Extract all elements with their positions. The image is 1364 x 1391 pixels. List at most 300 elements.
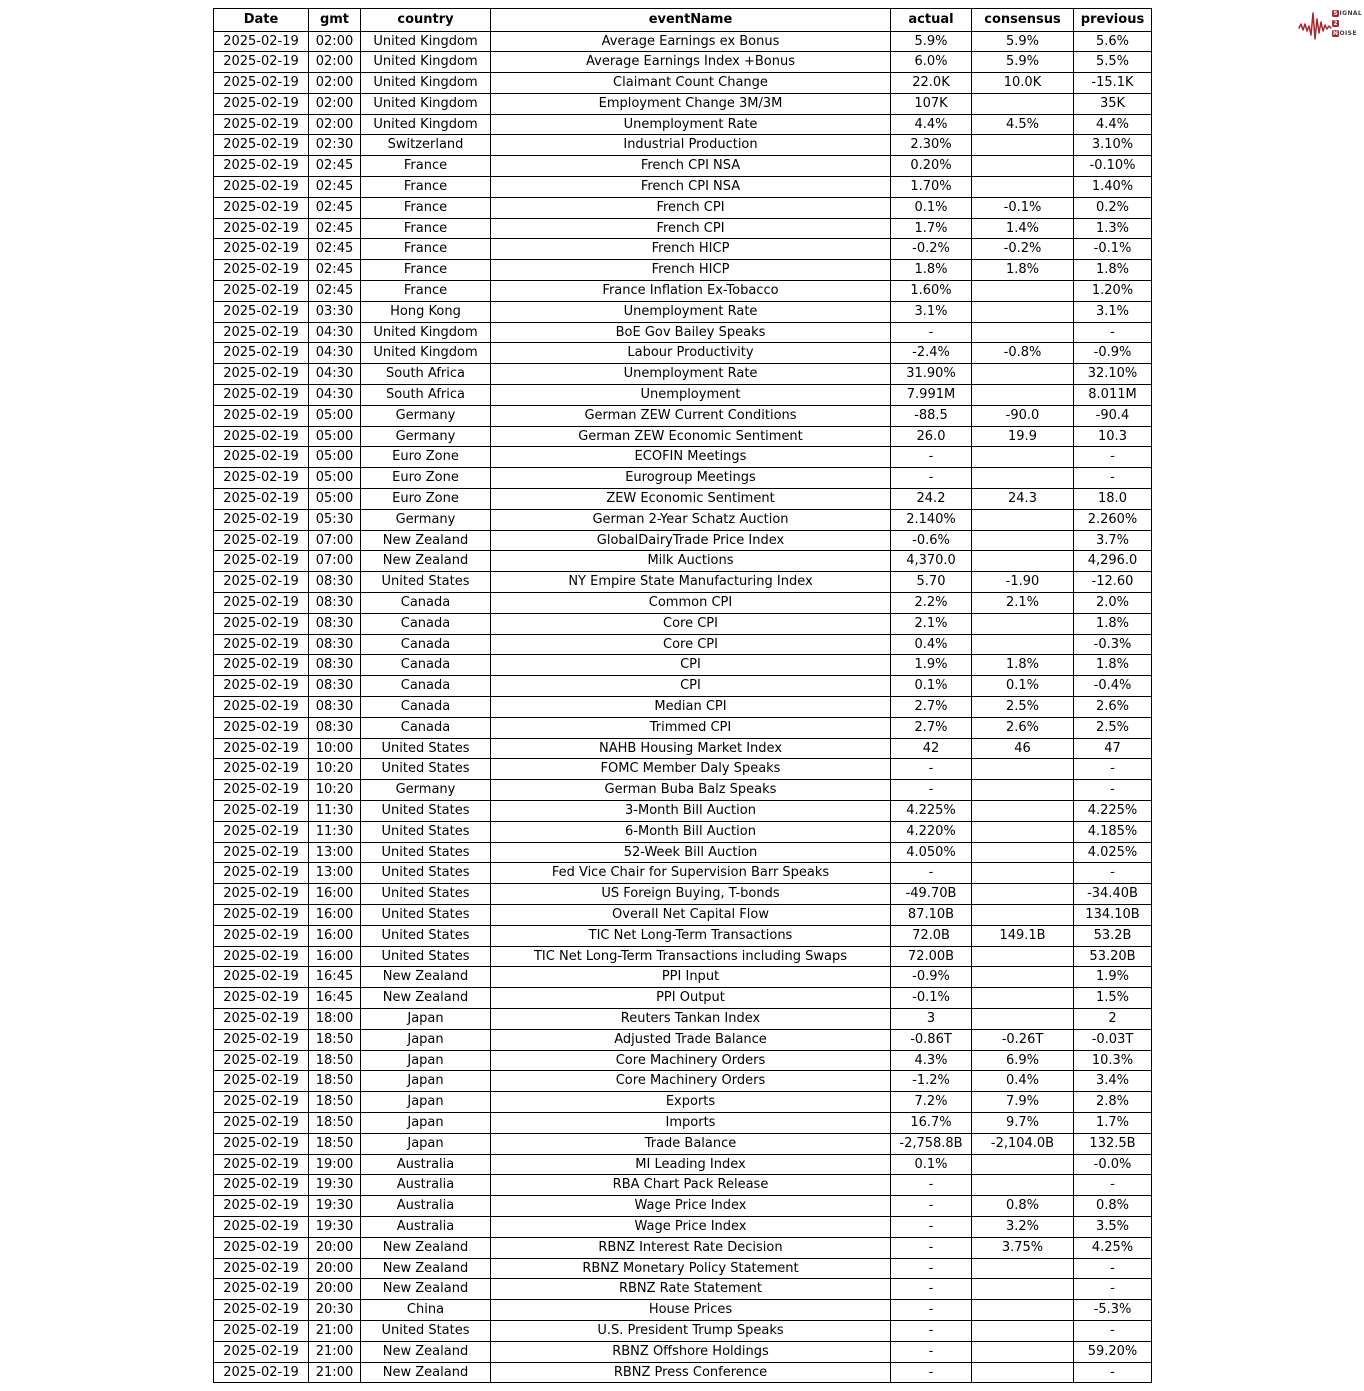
table-row xyxy=(214,260,1152,281)
cell-actual: 2.1% xyxy=(891,613,972,634)
cell-previous: - xyxy=(1074,322,1152,343)
cell-gmt: 02:00 xyxy=(309,93,361,114)
cell-gmt: 07:00 xyxy=(309,551,361,572)
cell-actual: -2.4% xyxy=(891,343,972,364)
cell-previous: -0.03T xyxy=(1074,1029,1152,1050)
cell-gmt: 05:00 xyxy=(309,405,361,426)
cell-gmt: 10:00 xyxy=(309,738,361,759)
cell-previous: - xyxy=(1074,447,1152,468)
cell-country: Canada xyxy=(361,593,491,614)
table-row xyxy=(214,197,1152,218)
cell-previous: - xyxy=(1074,780,1152,801)
cell-date: 2025-02-19 xyxy=(214,405,309,426)
cell-consensus xyxy=(972,156,1074,177)
cell-country: New Zealand xyxy=(361,988,491,1009)
cell-country: Canada xyxy=(361,697,491,718)
cell-actual: -0.6% xyxy=(891,530,972,551)
cell-actual: - xyxy=(891,1362,972,1383)
cell-consensus xyxy=(972,613,1074,634)
cell-gmt: 08:30 xyxy=(309,697,361,718)
cell-gmt: 08:30 xyxy=(309,593,361,614)
cell-consensus xyxy=(972,322,1074,343)
cell-country: Australia xyxy=(361,1216,491,1237)
cell-actual: - xyxy=(891,1237,972,1258)
cell-country: Japan xyxy=(361,1029,491,1050)
cell-actual: 2.140% xyxy=(891,509,972,530)
cell-country: Australia xyxy=(361,1154,491,1175)
cell-actual: 3.1% xyxy=(891,301,972,322)
cell-date: 2025-02-19 xyxy=(214,1320,309,1341)
cell-consensus xyxy=(972,530,1074,551)
cell-gmt: 05:00 xyxy=(309,447,361,468)
cell-actual: - xyxy=(891,1300,972,1321)
cell-previous: 2.5% xyxy=(1074,717,1152,738)
cell-actual: 1.7% xyxy=(891,218,972,239)
cell-event-name: MI Leading Index xyxy=(491,1154,891,1175)
cell-country: United Kingdom xyxy=(361,343,491,364)
cell-previous: 53.20B xyxy=(1074,946,1152,967)
cell-consensus xyxy=(972,1320,1074,1341)
cell-country: Australia xyxy=(361,1175,491,1196)
cell-date: 2025-02-19 xyxy=(214,364,309,385)
cell-event-name: Common CPI xyxy=(491,593,891,614)
cell-gmt: 11:30 xyxy=(309,800,361,821)
cell-date: 2025-02-19 xyxy=(214,322,309,343)
cell-actual: - xyxy=(891,759,972,780)
cell-consensus xyxy=(972,988,1074,1009)
cell-event-name: Trade Balance xyxy=(491,1133,891,1154)
cell-gmt: 08:30 xyxy=(309,634,361,655)
cell-previous: 2.260% xyxy=(1074,509,1152,530)
cell-date: 2025-02-19 xyxy=(214,447,309,468)
cell-event-name: CPI xyxy=(491,676,891,697)
table-row xyxy=(214,593,1152,614)
cell-previous: 1.9% xyxy=(1074,967,1152,988)
cell-actual: 1.9% xyxy=(891,655,972,676)
cell-date: 2025-02-19 xyxy=(214,863,309,884)
cell-actual: 87.10B xyxy=(891,904,972,925)
table-row xyxy=(214,634,1152,655)
cell-event-name: RBNZ Press Conference xyxy=(491,1362,891,1383)
cell-actual: 31.90% xyxy=(891,364,972,385)
cell-country: Japan xyxy=(361,1133,491,1154)
logo-letter-n: N xyxy=(1332,30,1339,37)
cell-gmt: 02:45 xyxy=(309,260,361,281)
cell-event-name: GlobalDairyTrade Price Index xyxy=(491,530,891,551)
cell-event-name: Wage Price Index xyxy=(491,1196,891,1217)
cell-date: 2025-02-19 xyxy=(214,988,309,1009)
cell-gmt: 05:00 xyxy=(309,489,361,510)
cell-event-name: Unemployment xyxy=(491,385,891,406)
table-row xyxy=(214,322,1152,343)
cell-gmt: 02:45 xyxy=(309,197,361,218)
cell-country: Euro Zone xyxy=(361,468,491,489)
table-row xyxy=(214,1112,1152,1133)
column-header-country: country xyxy=(361,9,491,32)
cell-consensus: 5.9% xyxy=(972,52,1074,73)
table-row xyxy=(214,343,1152,364)
column-header-date: Date xyxy=(214,9,309,32)
cell-gmt: 08:30 xyxy=(309,676,361,697)
cell-actual: 4.225% xyxy=(891,800,972,821)
cell-previous: 1.20% xyxy=(1074,281,1152,302)
cell-date: 2025-02-19 xyxy=(214,655,309,676)
cell-country: New Zealand xyxy=(361,1258,491,1279)
cell-previous: 32.10% xyxy=(1074,364,1152,385)
table-row xyxy=(214,281,1152,302)
table-row xyxy=(214,1362,1152,1383)
cell-date: 2025-02-19 xyxy=(214,1216,309,1237)
cell-actual: 6.0% xyxy=(891,52,972,73)
cell-consensus: 149.1B xyxy=(972,925,1074,946)
cell-country: United Kingdom xyxy=(361,114,491,135)
logo-letter-2: 2 xyxy=(1333,20,1338,27)
cell-consensus xyxy=(972,551,1074,572)
cell-country: United States xyxy=(361,946,491,967)
cell-gmt: 16:45 xyxy=(309,988,361,1009)
cell-gmt: 20:00 xyxy=(309,1258,361,1279)
cell-country: New Zealand xyxy=(361,551,491,572)
cell-consensus: 1.4% xyxy=(972,218,1074,239)
cell-actual: - xyxy=(891,1279,972,1300)
cell-previous: 4.25% xyxy=(1074,1237,1152,1258)
cell-country: France xyxy=(361,239,491,260)
cell-consensus xyxy=(972,1341,1074,1362)
economic-calendar-table xyxy=(213,8,1152,1383)
table-row xyxy=(214,385,1152,406)
cell-previous: 2.8% xyxy=(1074,1092,1152,1113)
cell-previous: - xyxy=(1074,1175,1152,1196)
cell-country: Japan xyxy=(361,1050,491,1071)
cell-previous: -0.4% xyxy=(1074,676,1152,697)
cell-previous: -34.40B xyxy=(1074,884,1152,905)
cell-date: 2025-02-19 xyxy=(214,343,309,364)
cell-country: Germany xyxy=(361,780,491,801)
table-row xyxy=(214,572,1152,593)
cell-date: 2025-02-19 xyxy=(214,1196,309,1217)
cell-gmt: 02:45 xyxy=(309,281,361,302)
cell-actual: -0.2% xyxy=(891,239,972,260)
cell-gmt: 18:00 xyxy=(309,1008,361,1029)
cell-date: 2025-02-19 xyxy=(214,1341,309,1362)
cell-actual: 4.4% xyxy=(891,114,972,135)
table-row xyxy=(214,1050,1152,1071)
cell-consensus xyxy=(972,364,1074,385)
cell-event-name: RBA Chart Pack Release xyxy=(491,1175,891,1196)
cell-previous: 53.2B xyxy=(1074,925,1152,946)
table-row xyxy=(214,613,1152,634)
cell-previous: 18.0 xyxy=(1074,489,1152,510)
cell-gmt: 02:45 xyxy=(309,218,361,239)
cell-country: South Africa xyxy=(361,364,491,385)
cell-previous: 132.5B xyxy=(1074,1133,1152,1154)
cell-country: United States xyxy=(361,884,491,905)
cell-date: 2025-02-19 xyxy=(214,1279,309,1300)
cell-gmt: 18:50 xyxy=(309,1029,361,1050)
cell-previous: 0.2% xyxy=(1074,197,1152,218)
cell-gmt: 19:00 xyxy=(309,1154,361,1175)
cell-gmt: 18:50 xyxy=(309,1092,361,1113)
table-row xyxy=(214,988,1152,1009)
cell-actual: 5.70 xyxy=(891,572,972,593)
cell-actual: 42 xyxy=(891,738,972,759)
cell-gmt: 07:00 xyxy=(309,530,361,551)
cell-gmt: 05:30 xyxy=(309,509,361,530)
cell-consensus: -0.1% xyxy=(972,197,1074,218)
table-row xyxy=(214,1279,1152,1300)
cell-country: Germany xyxy=(361,509,491,530)
cell-country: United Kingdom xyxy=(361,31,491,52)
cell-gmt: 10:20 xyxy=(309,759,361,780)
cell-date: 2025-02-19 xyxy=(214,884,309,905)
cell-country: United Kingdom xyxy=(361,73,491,94)
cell-consensus xyxy=(972,1154,1074,1175)
waveform-icon xyxy=(1298,9,1334,43)
cell-date: 2025-02-19 xyxy=(214,697,309,718)
cell-actual: 1.60% xyxy=(891,281,972,302)
cell-consensus xyxy=(972,904,1074,925)
cell-actual: 72.00B xyxy=(891,946,972,967)
cell-date: 2025-02-19 xyxy=(214,1362,309,1383)
cell-previous: -12.60 xyxy=(1074,572,1152,593)
cell-previous: 1.8% xyxy=(1074,655,1152,676)
cell-date: 2025-02-19 xyxy=(214,52,309,73)
cell-date: 2025-02-19 xyxy=(214,197,309,218)
cell-consensus xyxy=(972,1362,1074,1383)
cell-date: 2025-02-19 xyxy=(214,239,309,260)
cell-actual: - xyxy=(891,863,972,884)
cell-previous: 10.3% xyxy=(1074,1050,1152,1071)
cell-date: 2025-02-19 xyxy=(214,842,309,863)
cell-country: Hong Kong xyxy=(361,301,491,322)
cell-previous: 5.5% xyxy=(1074,52,1152,73)
cell-country: Canada xyxy=(361,655,491,676)
cell-previous: 5.6% xyxy=(1074,31,1152,52)
table-row xyxy=(214,1029,1152,1050)
table-row xyxy=(214,551,1152,572)
cell-date: 2025-02-19 xyxy=(214,426,309,447)
table-row xyxy=(214,1237,1152,1258)
cell-previous: 4.025% xyxy=(1074,842,1152,863)
cell-consensus xyxy=(972,1175,1074,1196)
cell-event-name: NY Empire State Manufacturing Index xyxy=(491,572,891,593)
cell-date: 2025-02-19 xyxy=(214,676,309,697)
cell-previous: 1.3% xyxy=(1074,218,1152,239)
cell-gmt: 16:00 xyxy=(309,946,361,967)
cell-country: France xyxy=(361,218,491,239)
cell-date: 2025-02-19 xyxy=(214,260,309,281)
column-header-consensus: consensus xyxy=(972,9,1074,32)
cell-gmt: 02:00 xyxy=(309,52,361,73)
cell-actual: 24.2 xyxy=(891,489,972,510)
cell-date: 2025-02-19 xyxy=(214,301,309,322)
table-row xyxy=(214,52,1152,73)
cell-gmt: 02:00 xyxy=(309,31,361,52)
cell-event-name: German ZEW Economic Sentiment xyxy=(491,426,891,447)
cell-consensus: -1.90 xyxy=(972,572,1074,593)
cell-date: 2025-02-19 xyxy=(214,177,309,198)
cell-previous: 2 xyxy=(1074,1008,1152,1029)
cell-event-name: Unemployment Rate xyxy=(491,114,891,135)
cell-actual: - xyxy=(891,1196,972,1217)
table-row xyxy=(214,364,1152,385)
cell-date: 2025-02-19 xyxy=(214,1092,309,1113)
cell-gmt: 21:00 xyxy=(309,1341,361,1362)
table-row xyxy=(214,156,1152,177)
cell-country: Japan xyxy=(361,1112,491,1133)
cell-country: France xyxy=(361,197,491,218)
table-row xyxy=(214,655,1152,676)
cell-event-name: Imports xyxy=(491,1112,891,1133)
cell-event-name: Core CPI xyxy=(491,613,891,634)
table-row xyxy=(214,1133,1152,1154)
cell-event-name: Industrial Production xyxy=(491,135,891,156)
cell-previous: 1.5% xyxy=(1074,988,1152,1009)
cell-consensus: 0.4% xyxy=(972,1071,1074,1092)
cell-country: France xyxy=(361,260,491,281)
cell-consensus xyxy=(972,863,1074,884)
cell-actual: 1.8% xyxy=(891,260,972,281)
table-row xyxy=(214,301,1152,322)
cell-actual: 0.1% xyxy=(891,197,972,218)
cell-country: New Zealand xyxy=(361,1237,491,1258)
table-row xyxy=(214,1196,1152,1217)
cell-actual: -0.86T xyxy=(891,1029,972,1050)
cell-date: 2025-02-19 xyxy=(214,1008,309,1029)
cell-actual: 4.050% xyxy=(891,842,972,863)
cell-date: 2025-02-19 xyxy=(214,904,309,925)
cell-gmt: 19:30 xyxy=(309,1196,361,1217)
cell-event-name: Trimmed CPI xyxy=(491,717,891,738)
cell-actual: 107K xyxy=(891,93,972,114)
cell-event-name: NAHB Housing Market Index xyxy=(491,738,891,759)
cell-event-name: ECOFIN Meetings xyxy=(491,447,891,468)
cell-date: 2025-02-19 xyxy=(214,1258,309,1279)
cell-previous: 3.5% xyxy=(1074,1216,1152,1237)
column-header-previous: previous xyxy=(1074,9,1152,32)
cell-previous: 0.8% xyxy=(1074,1196,1152,1217)
cell-country: New Zealand xyxy=(361,967,491,988)
cell-actual: - xyxy=(891,468,972,489)
cell-country: United States xyxy=(361,800,491,821)
cell-event-name: Fed Vice Chair for Supervision Barr Speaks xyxy=(491,863,891,884)
table-row xyxy=(214,759,1152,780)
table-row xyxy=(214,967,1152,988)
cell-previous: 59.20% xyxy=(1074,1341,1152,1362)
cell-date: 2025-02-19 xyxy=(214,780,309,801)
cell-actual: - xyxy=(891,1175,972,1196)
cell-gmt: 08:30 xyxy=(309,572,361,593)
cell-date: 2025-02-19 xyxy=(214,530,309,551)
cell-event-name: TIC Net Long-Term Transactions xyxy=(491,925,891,946)
cell-previous: -0.0% xyxy=(1074,1154,1152,1175)
cell-gmt: 08:30 xyxy=(309,655,361,676)
cell-actual: -49.70B xyxy=(891,884,972,905)
cell-date: 2025-02-19 xyxy=(214,551,309,572)
cell-gmt: 18:50 xyxy=(309,1050,361,1071)
table-row xyxy=(214,177,1152,198)
cell-previous: 4.4% xyxy=(1074,114,1152,135)
table-row xyxy=(214,780,1152,801)
cell-consensus xyxy=(972,842,1074,863)
cell-event-name: French HICP xyxy=(491,239,891,260)
cell-country: United States xyxy=(361,572,491,593)
table-row xyxy=(214,468,1152,489)
cell-date: 2025-02-19 xyxy=(214,509,309,530)
cell-consensus xyxy=(972,821,1074,842)
cell-gmt: 04:30 xyxy=(309,364,361,385)
cell-event-name: 3-Month Bill Auction xyxy=(491,800,891,821)
cell-country: New Zealand xyxy=(361,530,491,551)
cell-gmt: 20:00 xyxy=(309,1279,361,1300)
cell-consensus xyxy=(972,93,1074,114)
cell-gmt: 02:45 xyxy=(309,177,361,198)
cell-previous: 2.6% xyxy=(1074,697,1152,718)
cell-consensus: -0.26T xyxy=(972,1029,1074,1050)
cell-actual: 4.220% xyxy=(891,821,972,842)
cell-actual: 2.2% xyxy=(891,593,972,614)
logo-line-signal xyxy=(1332,8,1362,17)
cell-date: 2025-02-19 xyxy=(214,73,309,94)
cell-consensus: 7.9% xyxy=(972,1092,1074,1113)
cell-date: 2025-02-19 xyxy=(214,925,309,946)
table-row xyxy=(214,1008,1152,1029)
cell-country: Australia xyxy=(361,1196,491,1217)
cell-previous: -0.1% xyxy=(1074,239,1152,260)
cell-previous: - xyxy=(1074,468,1152,489)
table-row xyxy=(214,717,1152,738)
cell-event-name: German 2-Year Schatz Auction xyxy=(491,509,891,530)
cell-date: 2025-02-19 xyxy=(214,1154,309,1175)
cell-event-name: RBNZ Rate Statement xyxy=(491,1279,891,1300)
cell-event-name: Adjusted Trade Balance xyxy=(491,1029,891,1050)
cell-gmt: 02:00 xyxy=(309,114,361,135)
cell-previous: -0.3% xyxy=(1074,634,1152,655)
cell-event-name: Reuters Tankan Index xyxy=(491,1008,891,1029)
cell-event-name: US Foreign Buying, T-bonds xyxy=(491,884,891,905)
cell-consensus: 1.8% xyxy=(972,655,1074,676)
cell-gmt: 02:45 xyxy=(309,156,361,177)
cell-previous: - xyxy=(1074,1258,1152,1279)
table-row xyxy=(214,1092,1152,1113)
cell-actual: -0.1% xyxy=(891,988,972,1009)
cell-date: 2025-02-19 xyxy=(214,759,309,780)
cell-country: New Zealand xyxy=(361,1341,491,1362)
cell-gmt: 13:00 xyxy=(309,842,361,863)
cell-event-name: Average Earnings ex Bonus xyxy=(491,31,891,52)
table-row xyxy=(214,530,1152,551)
cell-consensus xyxy=(972,1258,1074,1279)
table-row xyxy=(214,1154,1152,1175)
cell-gmt: 16:00 xyxy=(309,904,361,925)
cell-previous: 3.1% xyxy=(1074,301,1152,322)
cell-date: 2025-02-19 xyxy=(214,114,309,135)
cell-date: 2025-02-19 xyxy=(214,1133,309,1154)
cell-previous: 4.185% xyxy=(1074,821,1152,842)
cell-date: 2025-02-19 xyxy=(214,613,309,634)
table-row xyxy=(214,114,1152,135)
cell-country: France xyxy=(361,281,491,302)
cell-date: 2025-02-19 xyxy=(214,593,309,614)
logo-letter-s: S xyxy=(1333,10,1338,17)
cell-event-name: French HICP xyxy=(491,260,891,281)
cell-date: 2025-02-19 xyxy=(214,738,309,759)
cell-date: 2025-02-19 xyxy=(214,93,309,114)
cell-actual: 7.2% xyxy=(891,1092,972,1113)
cell-previous: 134.10B xyxy=(1074,904,1152,925)
cell-country: South Africa xyxy=(361,385,491,406)
cell-previous: -90.4 xyxy=(1074,405,1152,426)
